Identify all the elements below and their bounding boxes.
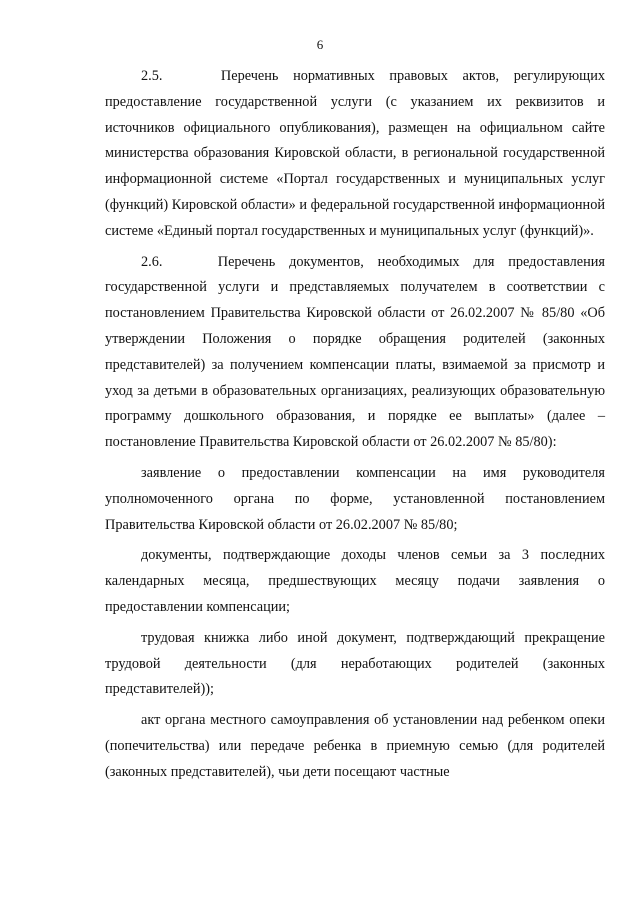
document-body: [105, 64, 605, 786]
list-item-employment-record: трудовая книжка либо иной документ, подтверждающий прекращение трудовой деятельности (для неработающих родителей (законных представителей));: [105, 629, 605, 698]
list-item-application: заявление о предоставлении компенсации на имя руководителя уполномоченного органа по форме, установленной постановлением Правительства Кировской области от 26.02.2007 № 85/80;: [105, 464, 605, 533]
list-item-guardianship-act: акт органа местного самоуправления об установлении над ребенком опеки (попечительства) или передаче ребенка в приемную семью (для родителей (законных представителей), чьи дети посещают частные: [105, 712, 605, 780]
list-item-income-documents: документы, подтверждающие доходы членов семьи за 3 последних календарных месяца, предшествующих месяцу подачи заявления о предоставлении компенсации;: [105, 547, 605, 615]
page-number: 6: [316, 37, 324, 52]
paragraph-2-6: 2.6. Перечень документов, необходимых для предоставления государственной услуги и представляемых получателем в соответствии с постановлением Правительства Кировской области от 26.02.2007 № 85/80 «Об утверждении Положения о порядке обращения родителей (законных представителей) за получением компенсации платы, взимаемой за присмотр и уход за детьми в образовательных организациях, реализующих образовательную программу дошкольного образования, и порядке ее выплаты» (далее – постановление Правительства Кировской области от 26.02.2007 № 85/80):: [105, 253, 605, 451]
paragraph-2-5: 2.5. Перечень нормативных правовых актов, регулирующих предоставление государственной услуги (с указанием их реквизитов и источников официального опубликования), размещен на официальном сайте министерства образования Кировской области, в региональной государственной информационной системе «Портал государственных и муниципальных услуг (функций) Кировской области» и федеральной государственной информационной системе «Единый портал государственных и муниципальных услуг (функций)».: [105, 68, 605, 239]
